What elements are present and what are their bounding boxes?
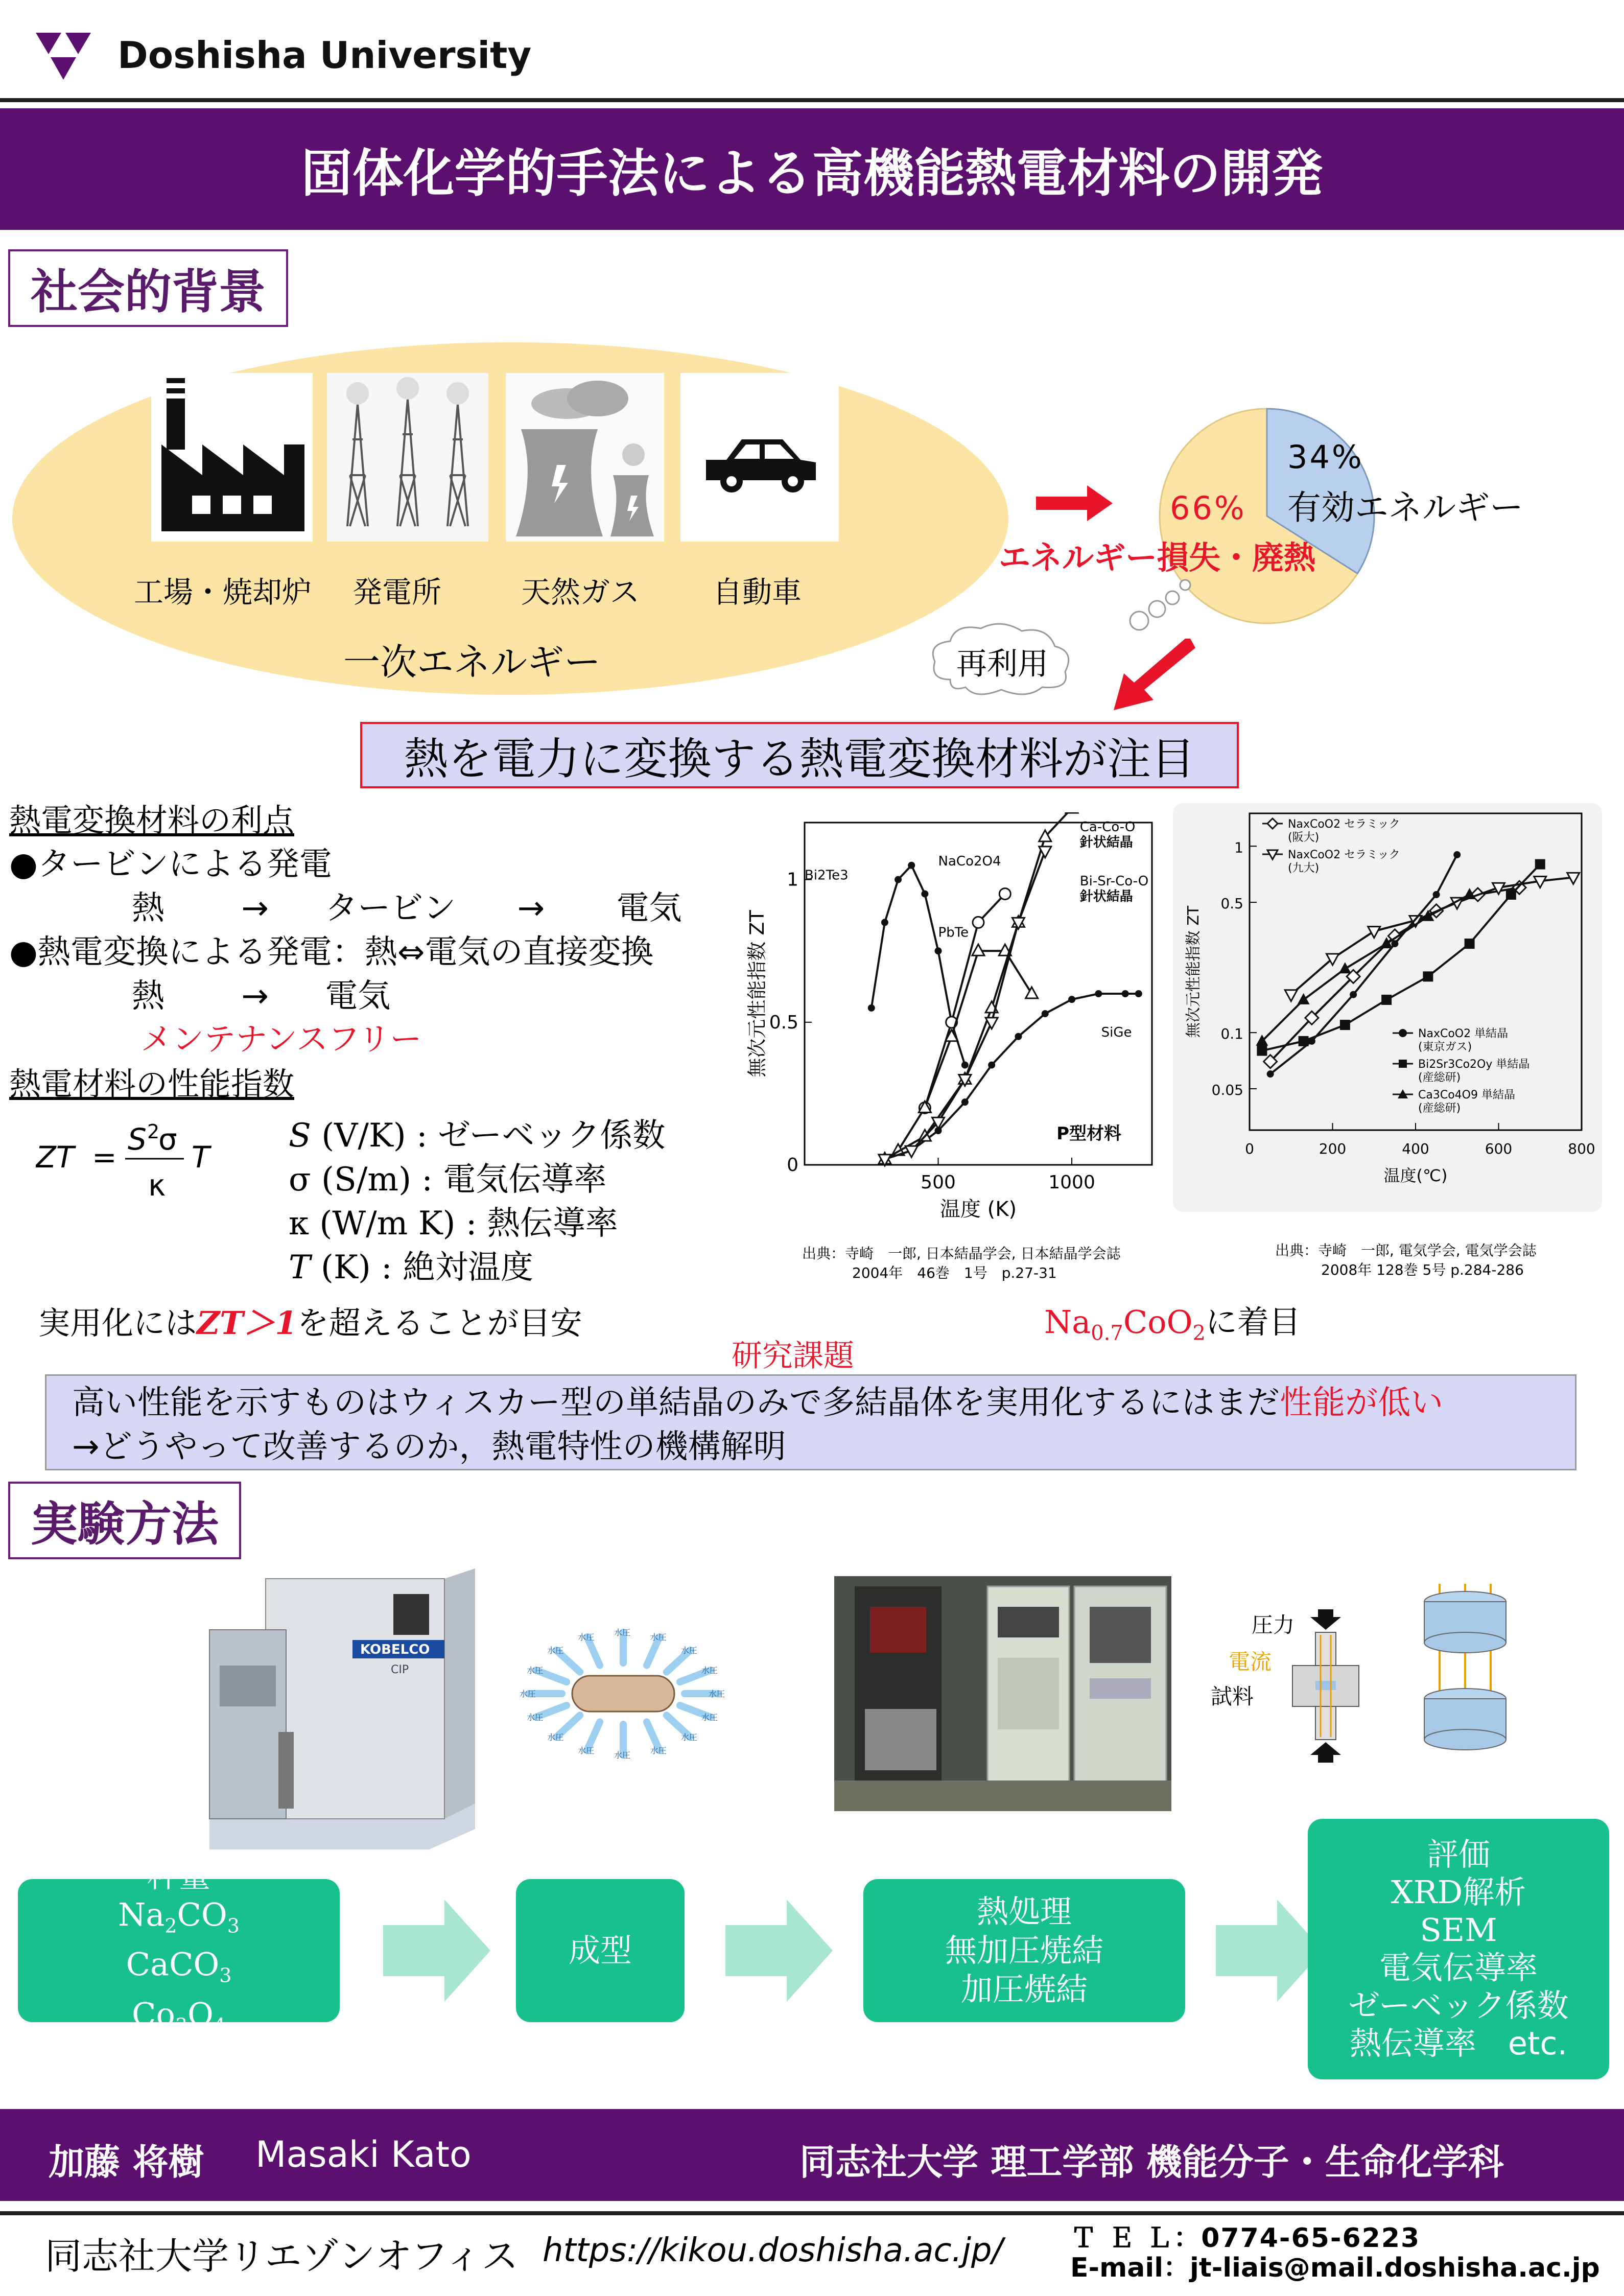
factory-icon	[151, 373, 313, 542]
cip-machine-photo	[189, 1563, 496, 1849]
data-point	[1299, 1036, 1309, 1046]
step-item: 電気伝導率	[1379, 1949, 1538, 1986]
data-point	[999, 888, 1010, 900]
legend-label: (産総研)	[1418, 1102, 1461, 1115]
data-point	[1257, 1046, 1267, 1056]
series-label: PbTe	[938, 925, 969, 941]
header-rule	[0, 98, 1624, 102]
step-heat-treatment	[863, 1879, 1185, 2022]
legend-label: (九大)	[1288, 862, 1320, 875]
pressure-tag: 水圧	[701, 1712, 718, 1722]
series-line	[898, 951, 1032, 1151]
data-point	[1506, 889, 1516, 900]
pressure-tag: 水圧	[527, 1666, 544, 1676]
pressure-tag: 水圧	[578, 1632, 595, 1643]
y-tick-label: 0.5	[769, 1012, 798, 1033]
natural-gas-label: 天然ガス	[521, 575, 640, 610]
svg-text:κ: κ	[148, 1168, 166, 1203]
turbine-item: ●タービンによる発電	[9, 846, 332, 883]
series-label: 針状結晶	[1079, 888, 1133, 904]
university-name: Doshisha University	[117, 34, 532, 77]
turbine-flow	[132, 882, 682, 929]
headline-text: 熱を電力に変換する熱電変換材料が注目	[404, 734, 1195, 785]
zt-chart-cobaltite	[1173, 803, 1602, 1212]
down-left-arrow-icon	[1109, 634, 1195, 715]
data-point	[1339, 962, 1351, 973]
series-label: Bi-Sr-Co-O	[1079, 873, 1149, 889]
step-title: 秤量	[147, 1857, 210, 1894]
data-point	[961, 1062, 969, 1069]
research-box	[45, 1374, 1576, 1470]
data-point	[1122, 990, 1129, 997]
cip-brand: KOBELCO	[360, 1642, 430, 1657]
flow-arrow: →	[517, 889, 545, 927]
headline-box	[360, 722, 1239, 788]
svg-text:T: T	[192, 1140, 210, 1175]
pressure-tag: 水圧	[701, 1666, 718, 1676]
flow-heat: 熱	[132, 977, 164, 1015]
legend-marker	[1399, 1060, 1407, 1068]
effective-label: 有効エネルギー	[1287, 488, 1523, 527]
research-line2: →どうやって改善するのか，熱電特性の機構解明	[72, 1428, 786, 1466]
data-point	[935, 947, 942, 954]
x-tick-label: 600	[1485, 1140, 1513, 1157]
pressure-tag: 水圧	[680, 1732, 697, 1742]
svg-text:2: 2	[147, 1120, 160, 1143]
chart1-source2: 2004年 46巻 1号 p.27-31	[852, 1264, 1057, 1281]
sps-sample-label: 試料	[1211, 1684, 1254, 1709]
data-point	[868, 1004, 875, 1012]
data-point	[961, 1098, 969, 1106]
office-url[interactable]: https://kikou.doshisha.ac.jp/	[543, 2232, 1003, 2269]
step-molding	[516, 1879, 685, 2022]
var-thermal: κ (W/m K) : 熱伝導率	[289, 1205, 618, 1243]
step-title: 熱処理	[976, 1893, 1072, 1930]
var-conductivity: σ (S/m) : 電気伝導率	[289, 1161, 607, 1199]
x-tick-label: 1000	[1048, 1172, 1095, 1193]
data-point	[1068, 996, 1075, 1003]
office-email[interactable]: E-mail：jt-liais@mail.doshisha.ac.jp	[1070, 2253, 1600, 2283]
y-tick-label: 0.5	[1220, 895, 1243, 912]
reagent-co3o4: $Co_3O_4$	[132, 1995, 226, 2037]
x-axis-label: 温度(℃)	[1383, 1166, 1448, 1185]
benefits-title: 熱電変換材料の利点	[9, 802, 295, 839]
step-item: 無加圧焼結	[945, 1932, 1103, 1969]
legend-marker	[1267, 818, 1278, 829]
legend-label: (産総研)	[1418, 1071, 1461, 1084]
car-label: 自動車	[713, 575, 802, 610]
reagent-caco3: CaCO$_3$	[126, 1946, 232, 1987]
chart2-source2: 2008年 128巻 5号 p.284-286	[1321, 1261, 1524, 1278]
legend-label: (阪大)	[1288, 831, 1320, 844]
data-point	[1453, 851, 1461, 858]
data-point	[1042, 1010, 1049, 1017]
right-arrow-icon	[1036, 485, 1113, 521]
legend-label: Ca3Co4O9 単結晶	[1418, 1089, 1515, 1102]
figure-of-merit-title: 熱電材料の性能指数	[9, 1065, 295, 1103]
flow-electricity: 電気	[616, 889, 682, 927]
primary-energy-label: 一次エネルギー	[343, 641, 601, 684]
y-tick-label: 1	[1234, 839, 1243, 856]
data-point	[1340, 1020, 1350, 1030]
flow-arrow-icon	[383, 1900, 496, 2002]
series-label: SiGe	[1101, 1024, 1132, 1040]
y-tick-label: 0.1	[1220, 1025, 1243, 1043]
author-affiliation: 同志社大学 理工学部 機能分子・生命化学科	[799, 2141, 1504, 2183]
x-tick-label: 500	[921, 1172, 956, 1193]
legend-label: Bi2Sr3Co2Oy 単結晶	[1418, 1058, 1530, 1071]
step-title: 評価	[1426, 1836, 1490, 1873]
pressure-tag: 水圧	[650, 1745, 667, 1755]
x-tick-label: 800	[1568, 1140, 1595, 1157]
target-line: 実用化にはZT＞1を超えることが目安	[38, 1304, 582, 1342]
svg-text:σ: σ	[158, 1122, 177, 1157]
y-axis-label: 無次元性能指数 ZT	[746, 910, 768, 1077]
car-icon	[680, 373, 839, 542]
pressure-tag: 水圧	[650, 1632, 667, 1643]
footer-rule	[0, 2211, 1624, 2215]
thought-dots	[1083, 577, 1195, 634]
step-weighing	[18, 1857, 340, 2037]
x-axis-label: 温度 (K)	[939, 1198, 1017, 1221]
page-title: 固体化学的手法による高機能熱電材料の開発	[301, 144, 1323, 203]
y-tick-label: 0	[787, 1155, 798, 1176]
liaison-office: 同志社大学リエゾンオフィス	[45, 2235, 519, 2278]
chart-annotation: P型材料	[1056, 1123, 1121, 1144]
legend-label: NaxCoO2 単結晶	[1418, 1027, 1509, 1040]
loss-pct: 66%	[1170, 489, 1246, 527]
cip-model: CIP	[391, 1664, 409, 1676]
pressure-tag: 水圧	[520, 1689, 536, 1699]
data-point	[1391, 940, 1398, 947]
legend-marker	[1399, 1029, 1407, 1037]
data-point	[921, 891, 928, 898]
step-item: 加圧焼結	[960, 1971, 1088, 2008]
pressure-tag: 水圧	[547, 1732, 564, 1742]
series-line	[885, 851, 1045, 1159]
step-item: 熱伝導率 etc.	[1349, 2025, 1568, 2062]
series-label: NaCo2O4	[938, 853, 1001, 869]
legend-label: NaxCoO2 セラミック	[1288, 818, 1400, 831]
data-point	[1465, 939, 1475, 949]
data-point	[1423, 971, 1433, 981]
flow-electricity: 電気	[325, 977, 391, 1015]
data-point	[1066, 812, 1078, 813]
y-axis-label: 無次元性能指数 ZT	[1185, 905, 1203, 1038]
furnace-equipment-photo	[834, 1576, 1171, 1811]
focus-compound: $Na_{0.7}CoO_2$に着目	[1044, 1303, 1301, 1345]
svg-text:ZT: ZT	[36, 1140, 75, 1175]
data-point	[908, 862, 915, 869]
pressure-tag: 水圧	[547, 1646, 564, 1656]
research-title: 研究課題	[732, 1338, 854, 1374]
data-point	[1135, 990, 1142, 997]
pressure-tag: 水圧	[680, 1646, 697, 1656]
data-point	[973, 917, 984, 928]
pressure-tag: 水圧	[614, 1628, 631, 1637]
sps-current-label: 電流	[1229, 1649, 1272, 1674]
zt-formula	[36, 1114, 240, 1216]
data-point	[881, 919, 888, 926]
chart1-source: 出典：寺崎 一郎, 日本結晶学会, 日本結晶学会誌	[802, 1245, 1121, 1262]
data-point	[895, 876, 902, 883]
factory-label: 工場・焼却炉	[134, 575, 312, 610]
pressure-tag: 水圧	[614, 1750, 631, 1760]
data-point	[988, 1062, 995, 1069]
author-name-ja: 加藤 将樹	[49, 2141, 204, 2183]
svg-text:S: S	[128, 1122, 147, 1157]
office-tel: Ｔ Ｅ Ｌ：0774-65-6223	[1070, 2223, 1421, 2254]
series-label: Bi2Te3	[805, 868, 849, 883]
sps-pressure-label: 圧力	[1252, 1612, 1295, 1637]
data-point	[1015, 1033, 1022, 1040]
reuse-label: 再利用	[956, 646, 1048, 682]
data-point	[1350, 991, 1357, 998]
data-point	[1298, 993, 1310, 1004]
series-label: Ca-Co-O	[1079, 819, 1136, 835]
flow-arrow-icon	[725, 1900, 838, 2002]
y-tick-label: 1	[787, 869, 798, 891]
flow-turbine: タービン	[325, 889, 456, 927]
series-label: 針状結晶	[1079, 834, 1133, 850]
pressure-tag: 水圧	[527, 1712, 544, 1722]
maintenance-free: メンテナンスフリー	[140, 1020, 422, 1058]
step-item: SEM	[1420, 1911, 1497, 1949]
step-item: XRD解析	[1391, 1873, 1526, 1911]
x-tick-label: 200	[1319, 1140, 1347, 1157]
flow-arrow: →	[241, 977, 269, 1015]
step-evaluation	[1308, 1819, 1609, 2079]
section-background-heading: 社会的背景	[8, 249, 288, 327]
power-plant-label: 発電所	[352, 575, 442, 610]
data-point	[1368, 927, 1380, 938]
pressure-tag: 水圧	[709, 1689, 725, 1699]
x-tick-label: 400	[1402, 1140, 1429, 1157]
flow-arrow: →	[241, 889, 269, 927]
reagent-na2co3: $Na_2CO_3$	[118, 1895, 240, 1937]
variable-list	[289, 1114, 665, 1290]
x-tick-label: 0	[1245, 1140, 1254, 1157]
university-logo	[36, 31, 92, 82]
flow-heat: 熱	[132, 889, 164, 927]
data-point	[1095, 990, 1102, 997]
var-seebeck: S (V/K) : ゼーベック係数	[289, 1117, 666, 1155]
legend-label: NaxCoO2 セラミック	[1288, 849, 1400, 861]
author-name-en: Masaki Kato	[255, 2134, 472, 2175]
thermo-item: ●熱電変換による発電：熱⇔電気の直接変換	[9, 933, 654, 971]
title-bar	[0, 108, 1624, 230]
chart2-source: 出典：寺崎 一郎, 電気学会, 電気学会誌	[1275, 1242, 1537, 1259]
data-point	[1535, 859, 1545, 870]
data-point	[985, 1018, 998, 1029]
power-tower-icon	[327, 373, 488, 542]
thermo-flow	[132, 970, 390, 1017]
y-tick-label: 0.05	[1211, 1082, 1243, 1099]
pressure-tag: 水圧	[578, 1745, 595, 1755]
zt-chart-p-type	[743, 812, 1162, 1236]
sps-compact-diagram	[1414, 1584, 1516, 1778]
sps-die-diagram	[1280, 1609, 1372, 1763]
step-title: 成型	[568, 1932, 632, 1969]
effective-pct: 34%	[1287, 438, 1364, 476]
data-point	[1267, 1070, 1274, 1077]
data-point	[1285, 990, 1297, 1001]
cooling-tower-icon	[506, 373, 664, 542]
section-method-heading: 実験方法	[8, 1482, 241, 1559]
research-line1: 高い性能を示すものはウィスカー型の単結晶のみで多結晶体を実用化するにはまだ性能が低い	[72, 1384, 1444, 1422]
svg-text:=: =	[92, 1140, 117, 1175]
data-point	[1381, 995, 1392, 1005]
data-point	[1433, 891, 1440, 898]
loss-label: エネルギー損失・廃熱	[999, 539, 1316, 576]
var-temperature: T (K) : 絶対温度	[289, 1249, 534, 1286]
legend-label: (東京ガス)	[1418, 1041, 1472, 1053]
step-item: ゼーベック係数	[1348, 1987, 1569, 2024]
isostatic-pressure-diagram	[516, 1625, 731, 1763]
